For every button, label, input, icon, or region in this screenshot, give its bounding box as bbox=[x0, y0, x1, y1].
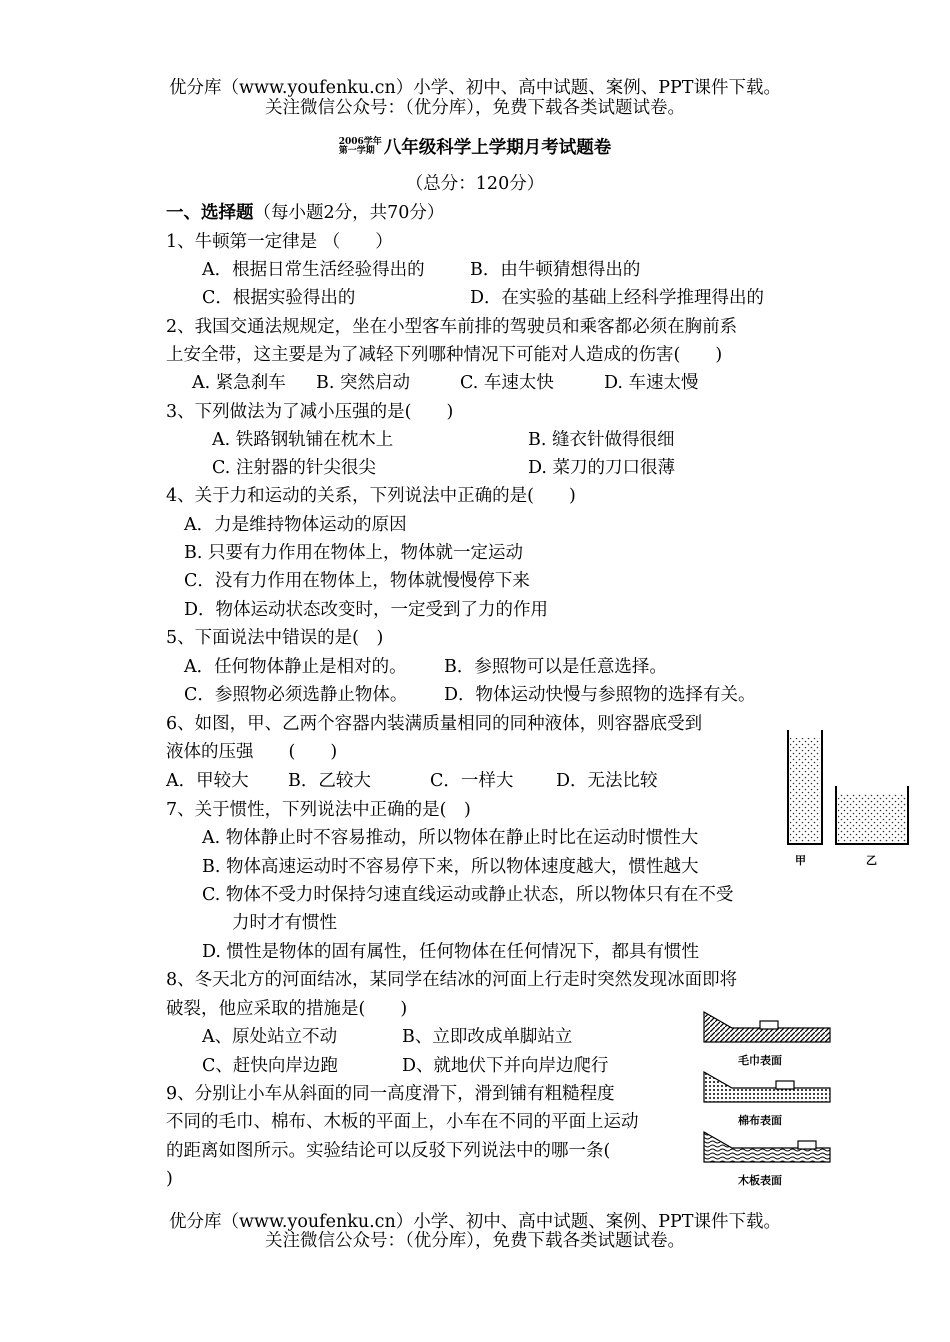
q3-option-b: B. 缝衣针做得很细 bbox=[528, 430, 675, 450]
q9-surfaces-figure bbox=[700, 1012, 840, 1172]
exam-title bbox=[0, 134, 950, 159]
q5-stem: 5、下面说法中错误的是( ) bbox=[166, 628, 384, 648]
wood-surface-panel bbox=[704, 1132, 830, 1162]
section-heading bbox=[166, 202, 444, 224]
q2-option-a: A. 紧急刹车 bbox=[192, 373, 286, 393]
q5-option-c: C．参照物必须选静止物体。 bbox=[184, 685, 408, 705]
q6-option-d: D．无法比较 bbox=[556, 771, 658, 791]
title-main: 八年级科学上学期月考试题卷 bbox=[383, 138, 612, 158]
q8-stem-1: 8、冬天北方的河面结冰，某同学在结冰的河面上行走时突然发现冰面即将 bbox=[166, 970, 738, 990]
total-score: （总分：120分） bbox=[405, 174, 545, 194]
q8-option-c: C、赶快向岸边跑 bbox=[202, 1056, 338, 1076]
q2-option-d: D. 车速太慢 bbox=[604, 373, 699, 393]
q7-option-b: B. 物体高速运动时不容易停下来，所以物体速度越大，惯性越大 bbox=[202, 857, 699, 877]
header-line-1: 优分库（www.youfenku.cn）小学、初中、高中试题、案例、PPT课件下载。 bbox=[169, 78, 781, 98]
q8-option-b: B、立即改成单脚站立 bbox=[402, 1027, 573, 1047]
q4-option-b: B. 只要有力作用在物体上，物体就一定运动 bbox=[184, 543, 523, 563]
container-yi bbox=[836, 786, 908, 844]
q3-stem: 3、下列做法为了减小压强的是( ) bbox=[166, 402, 454, 422]
section-note: （每小题2分，共70分） bbox=[253, 203, 445, 223]
q4-option-a: A．力是维持物体运动的原因 bbox=[184, 515, 407, 535]
q6-stem-1: 6、如图，甲、乙两个容器内装满质量相同的同种液体，则容器底受到 bbox=[166, 714, 703, 734]
header-line-2: 关注微信公众号：（优分库），免费下载各类试题试卷。 bbox=[265, 98, 685, 118]
q4-stem: 4、关于力和运动的关系，下列说法中正确的是( ) bbox=[166, 486, 576, 506]
q7-stem: 7、关于惯性，下列说法中正确的是( ) bbox=[166, 800, 471, 820]
q2-stem-2: 上安全带，这主要是为了减轻下列哪种情况下可能对人造成的伤害( ) bbox=[166, 345, 723, 365]
q9-fig-label-towel: 毛巾表面 bbox=[738, 1054, 782, 1067]
q6-option-a: A．甲较大 bbox=[166, 771, 249, 791]
title-year-top: 2006学年 bbox=[338, 136, 382, 147]
q8-option-a: A、原处站立不动 bbox=[202, 1027, 338, 1047]
q9-stem-4: ) bbox=[166, 1169, 173, 1189]
q1-option-c: C．根据实验得出的 bbox=[202, 288, 356, 308]
cloth-surface-panel bbox=[704, 1072, 830, 1102]
q2-stem-1: 2、我国交通法规规定，坐在小型客车前排的驾驶员和乘客都必须在胸前系 bbox=[166, 317, 738, 337]
q5-option-d: D．物体运动快慢与参照物的选择有关。 bbox=[444, 685, 756, 705]
q7-option-a: A. 物体静止时不容易推动，所以物体在静止时比在运动时惯性大 bbox=[202, 828, 699, 848]
q5-option-b: B．参照物可以是任意选择。 bbox=[444, 657, 667, 677]
q3-option-a: A. 铁路钢轨铺在枕木上 bbox=[212, 430, 394, 450]
q6-stem-2: 液体的压强 ( ) bbox=[166, 742, 338, 762]
footer-line-1: 优分库（www.youfenku.cn）小学、初中、高中试题、案例、PPT课件下载。 bbox=[169, 1212, 781, 1232]
q7-option-c-1: C. 物体不受力时保持匀速直线运动或静止状态，所以物体只有在不受 bbox=[202, 885, 734, 905]
q6-fig-label-jia: 甲 bbox=[795, 854, 806, 867]
q4-option-c: C．没有力作用在物体上，物体就慢慢停下来 bbox=[184, 571, 530, 591]
q8-option-d: D、就地伏下并向岸边爬行 bbox=[402, 1056, 609, 1076]
title-year bbox=[339, 138, 382, 156]
q6-containers-figure bbox=[780, 728, 930, 868]
q3-option-c: C. 注射器的针尖很尖 bbox=[212, 458, 376, 478]
q2-option-c: C. 车速太快 bbox=[460, 373, 554, 393]
towel-surface-panel bbox=[704, 1012, 830, 1042]
q7-option-c-2: 力时才有惯性 bbox=[232, 913, 337, 933]
q9-stem-2: 不同的毛巾、棉布、木板的平面上，小车在不同的平面上运动 bbox=[166, 1112, 639, 1132]
q8-stem-2: 破裂，他应采取的措施是( ) bbox=[166, 999, 408, 1019]
q1-option-b: B．由牛顿猜想得出的 bbox=[470, 260, 641, 280]
q3-option-d: D. 菜刀的刀口很薄 bbox=[528, 458, 676, 478]
q1-option-a: A．根据日常生活经验得出的 bbox=[202, 260, 425, 280]
q2-option-b: B. 突然启动 bbox=[316, 373, 410, 393]
footer-line-2: 关注微信公众号：（优分库），免费下载各类试题试卷。 bbox=[265, 1231, 685, 1251]
container-jia bbox=[788, 730, 822, 844]
q1-option-d: D．在实验的基础上经科学推理得出的 bbox=[470, 288, 765, 308]
q6-fig-label-yi: 乙 bbox=[866, 854, 877, 867]
q9-stem-3: 的距离如图所示。实验结论可以反驳下列说法中的哪一条( bbox=[166, 1141, 611, 1161]
q1-stem: 1、牛顿第一定律是 （ ） bbox=[166, 232, 393, 252]
q7-option-d: D. 惯性是物体的固有属性，任何物体在任何情况下，都具有惯性 bbox=[202, 942, 700, 962]
q9-fig-label-wood: 木板表面 bbox=[738, 1174, 782, 1187]
q5-option-a: A．任何物体静止是相对的。 bbox=[184, 657, 407, 677]
q9-fig-label-cloth: 棉布表面 bbox=[738, 1114, 782, 1127]
title-year-bottom: 第一学期 bbox=[338, 145, 375, 156]
q4-option-d: D．物体运动状态改变时，一定受到了力的作用 bbox=[184, 600, 549, 620]
q6-option-b: B．乙较大 bbox=[288, 771, 371, 791]
section-title: 一、选择题 bbox=[166, 203, 254, 223]
q9-stem-1: 9、分别让小车从斜面的同一高度滑下，滑到铺有粗糙程度 bbox=[166, 1084, 615, 1104]
q6-option-c: C．一样大 bbox=[430, 771, 514, 791]
